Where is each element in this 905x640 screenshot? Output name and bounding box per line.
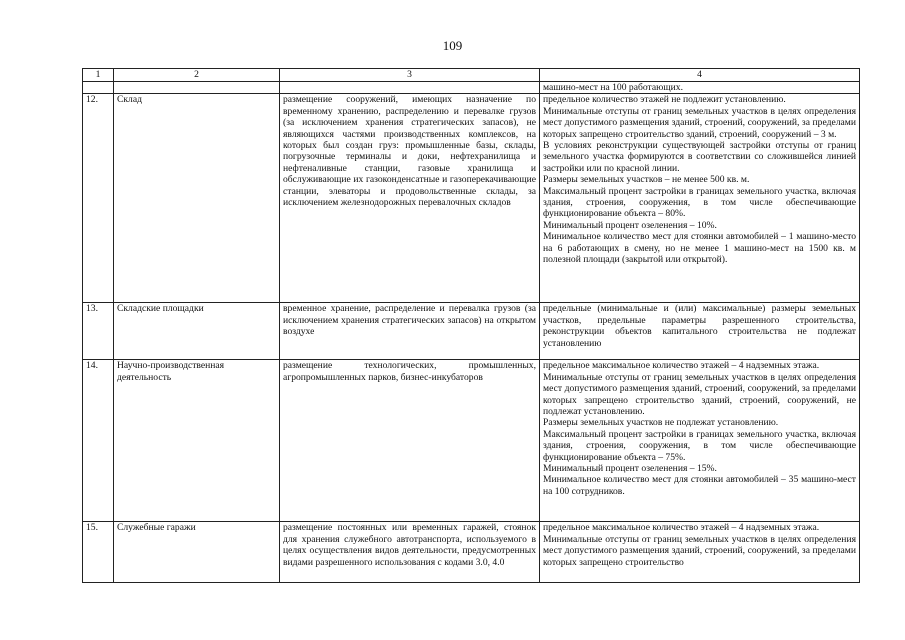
- parameter-paragraph: Минимальное количество мест для стоянки автомобилей – 1 машино-место на 6 работающих в смену, но не менее 1 машино-мест на 1500 кв. м полезной площади (закрытой или открытой).: [543, 231, 856, 266]
- row-description: размещение постоянных или временных гаражей, стоянок для хранения служебного автотранспорта, используемого в целях осуществления видов деятельности, предусмотренных видами разрешенного использования с кодами 3.0, 4.0: [280, 522, 540, 583]
- parameter-paragraph: Минимальные отступы от границ земельных участков в целях определения мест допустимого размещения зданий, строений, сооружений, за пределами которых запрещено строительство зданий, строений, сооружений, не подлежат установлению.: [543, 371, 856, 418]
- zoning-table: [82, 68, 860, 583]
- row-description: размещение сооружений, имеющих назначение по временному хранению, распределению и перевалке грузов (за исключением хранения стратегических запасов), не являющихся частями производственных комплексов, на которых был создан груз: промышленные базы, склады, погрузочные терминалы и доки, нефтехранилища и нефтеналивные станции, газовые хранилища и обслуживающие их газоконденсатные и газоперекачивающие станции, элеваторы и продовольственные склады, за исключением железнодорожных перевалочных складов: [280, 94, 540, 303]
- parameter-paragraph: Максимальный процент застройки в границах земельного участка, включая здания, строения, сооружения, в том числе обеспечивающие функционирование объекта – 80%.: [543, 185, 856, 220]
- row-name: Научно-производственная деятельность: [114, 360, 280, 522]
- row-name: Складские площадки: [114, 303, 280, 360]
- row-number: 14.: [83, 360, 114, 522]
- parameter-paragraph: предельное количество этажей не подлежит установлению.: [543, 94, 786, 106]
- row-description: размещение технологических, промышленных, агропромышленных парков, бизнес-инкубаторов: [280, 360, 540, 522]
- row-number: 15.: [83, 522, 114, 583]
- parameter-paragraph: предельные (минимальные и (или) максимальные) размеры земельных участков, предельные параметры разрешенного строительства, реконструкции объектов капитального строительства не подлежат установлению: [543, 303, 856, 349]
- row-description: временное хранение, распределение и перевалка грузов (за исключением хранения стратегических запасов) на открытом воздухе: [280, 303, 540, 360]
- continuation-row: [83, 82, 860, 94]
- parameter-paragraph: Минимальные отступы от границ земельных участков в целях определения мест допустимого размещения зданий, строений, сооружений, за пределами которых запрещено строительство зданий, строений, сооружений – 3 м.: [543, 105, 856, 140]
- table-header-row: [83, 69, 860, 82]
- parameter-paragraph: Максимальный процент застройки в границах земельного участка, включая здания, строения, сооружения, в том числе обеспечивающие функционирование объекта – 75%.: [543, 428, 856, 463]
- parameter-paragraph: Размеры земельных участков не подлежат установлению.: [543, 417, 779, 429]
- row-number: 12.: [83, 94, 114, 303]
- row-number: 13.: [83, 303, 114, 360]
- column-header: 1: [83, 69, 114, 82]
- table-row: [83, 522, 860, 583]
- table-row: [83, 360, 860, 522]
- table-row: [83, 303, 860, 360]
- row-parameters: [540, 94, 860, 303]
- parameter-paragraph: предельное максимальное количество этажей – 4 надземных этажа.: [543, 360, 820, 372]
- parameter-paragraph: Минимальный процент озеленения – 10%.: [543, 219, 717, 231]
- parameter-paragraph: Минимальный процент озеленения – 15%.: [543, 463, 717, 475]
- row-name: Склад: [114, 94, 280, 303]
- parameter-paragraph: В условиях реконструкции существующей застройки отступы от границ земельного участка формируются в соответствии со сложившейся линией застройки или по красной линии.: [543, 140, 856, 174]
- column-header: 4: [540, 69, 860, 82]
- column-header: 2: [114, 69, 280, 82]
- parameter-paragraph: предельное максимальное количество этажей – 4 надземных этажа.: [543, 522, 820, 534]
- continuation-text: машино-мест на 100 работающих.: [540, 82, 860, 94]
- parameter-paragraph: Минимальное количество мест для стоянки автомобилей – 35 машино-мест на 100 сотрудников.: [543, 474, 856, 497]
- parameter-paragraph: Минимальные отступы от границ земельных участков в целях определения мест допустимого размещения зданий, строений, сооружений, за пределами которых запрещено строительство: [543, 533, 856, 568]
- column-header: 3: [280, 69, 540, 82]
- parameter-paragraph: Размеры земельных участков – не менее 500 кв. м.: [543, 174, 750, 186]
- page-number: 109: [442, 38, 463, 53]
- table-row: [83, 94, 860, 303]
- row-parameters: [540, 360, 860, 522]
- row-parameters: [540, 303, 860, 360]
- row-parameters: [540, 522, 860, 583]
- row-name: Служебные гаражи: [114, 522, 280, 583]
